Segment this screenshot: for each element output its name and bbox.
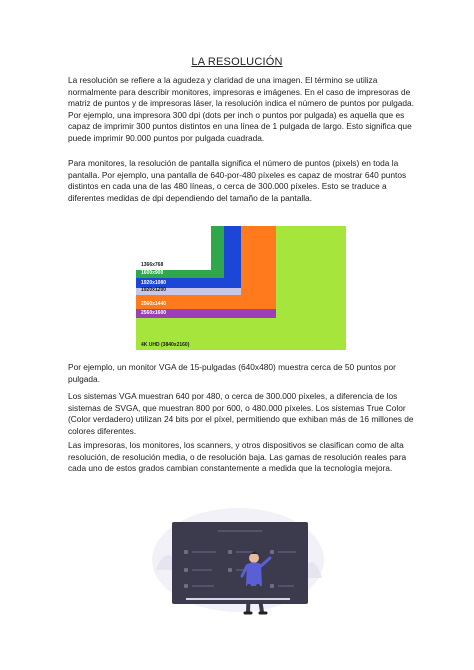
paragraph-vga-example: Por ejemplo, un monitor VGA de 15-pulgadas (640x480) muestra cerca de 50 puntos por pulgada. — [68, 362, 396, 384]
paragraph-intro: La resolución se refiere a la agudeza y claridad de una imagen. El término se utiliza normalmente para describir monitores, impresoras e imágenes. En el caso de impresoras de matriz de puntos y de impresoras láser, la resolución indica el número de puntos por pulgada. Por ejemplo, una impresora 300 dpi (dots per inch o puntos por pulgada) es aquella que es capaz de imprimir 300 puntos distintos en una línea de 1 pulgada de largo. Esto significa que puede imprimir 90.000 puntos por pulgada cuadrada. — [68, 75, 414, 143]
resolution-label: 1920x1080 — [141, 280, 167, 286]
paragraph-device-classification: Las impresoras, los monitores, los scanners, y otros dispositivos se clasifican como de alta resolución, de resolución media, o de resolución baja. Las gamas de resolución reales para cada uno de estos grados cambian constantemente a medida que la tecnología mejora. — [68, 440, 407, 474]
presenter-illustration — [150, 500, 326, 624]
resolution-label: 1366x768 — [141, 262, 164, 268]
resolution-comparison-figure — [136, 226, 346, 350]
resolution-label: 4K UHD (3840x2160) — [141, 342, 190, 348]
person-icon — [150, 500, 326, 624]
resolution-label: 2560x1440 — [141, 301, 167, 307]
resolution-label: 1600x900 — [141, 270, 164, 276]
page-title: LA RESOLUCIÓN — [191, 56, 283, 68]
paragraph-monitors: Para monitores, la resolución de pantalla significa el número de puntos (pixels) en toda la pantalla. Por ejemplo, una pantalla de 640-por-480 píxeles es capaz de mostrar 640 puntos distintos en cada una de las 480 líneas, o cerca de 300.000 píxeles. Esto se traduce a diferentes medidas de dpi dependiendo del tamaño de la pantalla. — [68, 158, 407, 203]
resolution-label: 1920x1200 — [141, 287, 167, 293]
paragraph-vga-svga: Los sistemas VGA muestran 640 por 480, o cerca de 300.000 píxeles, a diferencia de los sistemas de SVGA, que muestran 800 por 600, o 480.000 píxeles. Los sistemas True Color (Color verdadero) utilizan 24 bits por el píxel, permitiendo que exhiban más de 16 millones de colores diferentes. — [68, 391, 414, 436]
resolution-label: 2560x1600 — [141, 310, 167, 316]
